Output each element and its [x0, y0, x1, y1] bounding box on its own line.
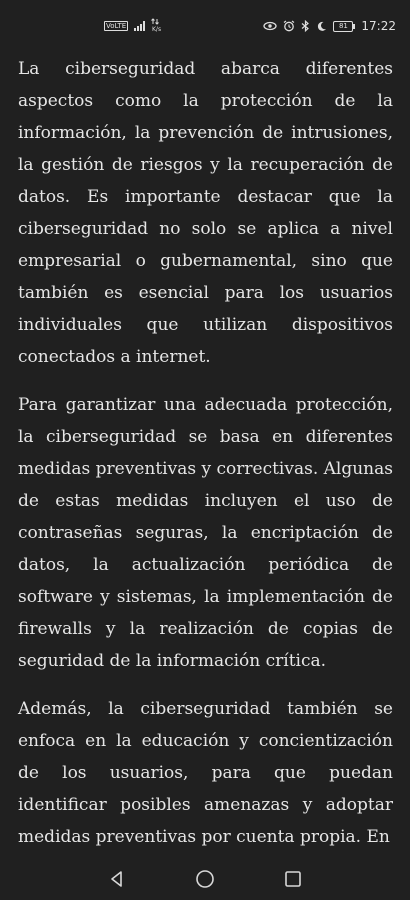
svg-text:K/s: K/s: [152, 26, 162, 33]
volte-icon: VoLTE: [106, 22, 127, 30]
network-speed: [151, 18, 162, 34]
navigation-bar: [0, 858, 410, 900]
back-icon: [108, 870, 126, 888]
paragraph-3: Además, la ciberseguridad también se enfoca en la educación y concientización de los usuarios, para que puedan identificar posibles amenazas y adoptar medidas preventivas por cuenta propia. En: [18, 699, 393, 847]
recents-button[interactable]: [281, 867, 305, 891]
article-content: [18, 53, 393, 858]
battery-icon: 81: [333, 21, 353, 32]
back-button[interactable]: [105, 867, 129, 891]
paragraph-2: Para garantizar una adecuada protección, la ciberseguridad se basa en diferentes medidas preventivas y correctivas. Algunas de estas medidas incluyen el uso de contraseñas seguras, la encriptación de datos, la actualización periódica de software y sistemas, la implementación de firewalls y la realización de copias de seguridad de la información crítica.: [18, 395, 393, 671]
clock: 17:22: [361, 19, 396, 33]
status-bar: [0, 0, 410, 52]
alarm-icon: [283, 20, 295, 32]
eye-icon: [263, 21, 277, 31]
moon-icon: [316, 21, 327, 32]
bluetooth-icon: [301, 20, 310, 32]
paragraph-1: La ciberseguridad abarca diferentes aspectos como la protección de la información, la prevención de intrusiones, la gestión de riesgos y la recuperación de datos. Es importante destacar que la ciberseguridad no solo se aplica a nivel empresarial o gubernamental, sino que también es esencial para los usuarios individuales que utilizan dispositivos conectados a internet.: [18, 59, 393, 367]
signal-icon: [134, 21, 145, 31]
status-right: [263, 19, 396, 33]
home-button[interactable]: [193, 867, 217, 891]
data-arrows-icon: [151, 18, 162, 33]
home-icon: [195, 869, 215, 889]
recents-icon: [284, 870, 302, 888]
status-left: [104, 18, 162, 34]
